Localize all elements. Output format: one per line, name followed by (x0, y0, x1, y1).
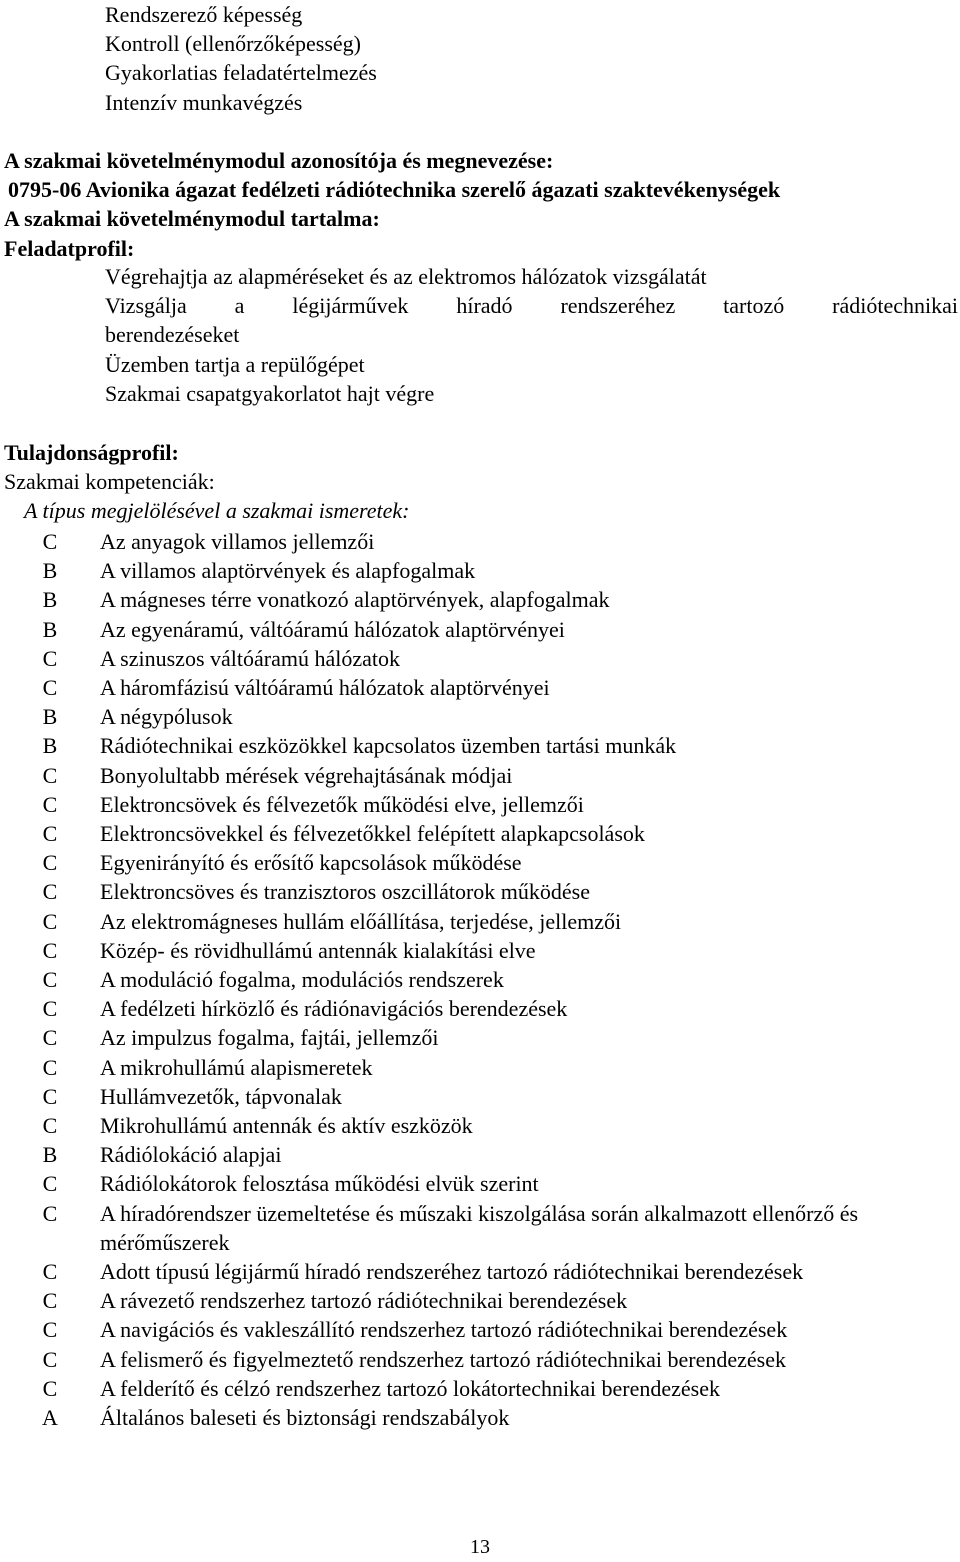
knowledge-row (0, 644, 960, 673)
knowledge-row (0, 673, 960, 702)
task-item: Szakmai csapatgyakorlatot hajt végre (105, 380, 435, 406)
knowledge-level: C (42, 996, 58, 1022)
knowledge-level: B (42, 1142, 58, 1168)
knowledge-text: A négypólusok (100, 704, 233, 730)
knowledge-level: C (42, 675, 58, 701)
knowledge-level: C (42, 1025, 58, 1051)
knowledge-text: A felderítő és célzó rendszerhez tartozó lokátortechnikai berendezések (100, 1375, 720, 1401)
task-item: Üzemben tartja a repülőgépet (105, 351, 365, 377)
knowledge-text: A moduláció fogalma, modulációs rendszerek (100, 967, 504, 993)
knowledge-text: A felismerő és figyelmeztető rendszerhez tartozó rádiótechnikai berendezések (100, 1346, 786, 1372)
knowledge-row (0, 1053, 960, 1082)
property-profile-heading: Tulajdonságprofil: (4, 440, 179, 465)
task-word: a (234, 293, 245, 319)
knowledge-row (0, 848, 960, 877)
knowledge-text: Rádiótechnikai eszközökkel kapcsolatos üzemben tartási munkák (100, 733, 677, 759)
property-profile-section (4, 438, 410, 526)
knowledge-level: C (42, 1288, 58, 1314)
knowledge-row (0, 1345, 960, 1374)
knowledge-level: C (42, 1375, 58, 1401)
knowledge-level: C (42, 937, 58, 963)
knowledge-text: A híradórendszer üzemeltetése és műszaki kiszolgálása során alkalmazott ellenőrző és mérőműszerek (100, 1200, 859, 1255)
knowledge-row (0, 1023, 960, 1052)
knowledge-row (0, 907, 960, 936)
knowledge-row (0, 1082, 960, 1111)
knowledge-level: B (42, 587, 58, 613)
knowledge-level: C (42, 1317, 58, 1343)
knowledge-row (0, 1374, 960, 1403)
module-id-value: 0795-06 Avionika ágazat fedélzeti rádiótechnika szerelő ágazati szaktevékenységek (8, 177, 781, 203)
knowledge-row (0, 1257, 960, 1286)
task-word: rádiótechnikai (832, 293, 958, 319)
abilities-list (105, 0, 377, 117)
knowledge-list (0, 527, 960, 1432)
knowledge-level: C (42, 645, 58, 671)
knowledge-level: C (42, 908, 58, 934)
ability-item: Intenzív munkavégzés (105, 89, 303, 115)
knowledge-row (0, 1403, 960, 1432)
knowledge-row (0, 877, 960, 906)
knowledge-text: A fedélzeti hírközlő és rádiónavigációs berendezések (100, 996, 568, 1022)
knowledge-row (0, 1169, 960, 1198)
task-word: rendszeréhez (560, 293, 676, 319)
task-item: Végrehajtja az alapméréseket és az elektromos hálózatok vizsgálatát (105, 264, 707, 289)
knowledge-level: C (42, 762, 58, 788)
module-content-heading: A szakmai követelménymodul tartalma: (4, 206, 380, 232)
knowledge-text: Általános baleseti és biztonsági rendszabályok (100, 1405, 510, 1431)
knowledge-level: C (42, 1054, 58, 1080)
knowledge-level: B (42, 616, 58, 642)
knowledge-text: A mágneses térre vonatkozó alaptörvények, alapfogalmak (100, 587, 610, 613)
knowledge-text: Az egyenáramú, váltóáramú hálózatok alaptörvényei (100, 616, 565, 642)
knowledge-row (0, 702, 960, 731)
knowledge-row (0, 936, 960, 965)
knowledge-text: A villamos alaptörvények és alapfogalmak (100, 558, 476, 584)
knowledge-level: C (42, 1346, 58, 1372)
task-profile-list (105, 262, 958, 408)
knowledge-row (0, 731, 960, 760)
knowledge-text: Hullámvezetők, tápvonalak (100, 1083, 342, 1109)
knowledge-row (0, 761, 960, 790)
task-profile-heading: Feladatprofil: (4, 235, 135, 261)
knowledge-text: Mikrohullámú antennák és aktív eszközök (100, 1113, 473, 1139)
knowledge-level: C (42, 821, 58, 847)
knowledge-level: C (42, 1083, 58, 1109)
knowledge-row (0, 527, 960, 556)
knowledge-text: Elektroncsövek és félvezetők működési elve, jellemzői (100, 791, 584, 817)
ability-item: Gyakorlatias feladatértelmezés (105, 60, 377, 86)
knowledge-text: Az impulzus fogalma, fajtái, jellemzői (100, 1025, 439, 1051)
knowledge-text: A mikrohullámú alapismeretek (100, 1054, 373, 1080)
knowledge-row (0, 1140, 960, 1169)
knowledge-row (0, 994, 960, 1023)
knowledge-level: C (42, 1259, 58, 1285)
task-item-continuation: berendezéseket (105, 322, 240, 348)
knowledge-level: B (42, 558, 58, 584)
knowledge-level: C (42, 967, 58, 993)
knowledge-row (0, 1286, 960, 1315)
knowledge-text: Rádiólokáció alapjai (100, 1142, 282, 1168)
knowledge-text: Adott típusú légijármű híradó rendszeréhez tartozó rádiótechnikai berendezések (100, 1259, 804, 1285)
knowledge-text: Az elektromágneses hullám előállítása, terjedése, jellemzői (100, 908, 622, 934)
knowledge-text: A rávezető rendszerhez tartozó rádiótechnikai berendezések (100, 1288, 628, 1314)
knowledge-text: Elektroncsövekkel és félvezetőkkel felépített alapkapcsolások (100, 821, 645, 847)
task-word: Vizsgálja (105, 293, 187, 319)
knowledge-level: C (42, 791, 58, 817)
competencies-label: Szakmai kompetenciák: (4, 469, 215, 495)
knowledge-row (0, 965, 960, 994)
knowledge-row (0, 556, 960, 585)
task-item (105, 291, 958, 320)
knowledge-text: A szinuszos váltóáramú hálózatok (100, 645, 400, 671)
knowledge-row (0, 1199, 960, 1257)
knowledge-row (0, 790, 960, 819)
knowledge-level: A (42, 1405, 58, 1431)
knowledge-row (0, 819, 960, 848)
ability-item: Kontroll (ellenőrzőképesség) (105, 31, 361, 57)
knowledge-row (0, 1111, 960, 1140)
knowledge-heading: A típus megjelölésével a szakmai ismeretek: (24, 498, 410, 524)
knowledge-text: Közép- és rövidhullámú antennák kialakítási elve (100, 937, 536, 963)
knowledge-level: B (42, 733, 58, 759)
task-word: légijárművek (292, 293, 409, 319)
task-word: híradó (456, 293, 513, 319)
knowledge-level: C (42, 1171, 58, 1197)
knowledge-text: A háromfázisú váltóáramú hálózatok alaptörvényei (100, 675, 550, 701)
task-word: tartozó (723, 293, 785, 319)
knowledge-level: C (42, 879, 58, 905)
page-number: 13 (470, 1536, 490, 1558)
knowledge-level: C (42, 850, 58, 876)
knowledge-row (0, 1315, 960, 1344)
knowledge-level: C (42, 1113, 58, 1139)
knowledge-text: Az anyagok villamos jellemzői (100, 529, 375, 554)
knowledge-level: C (42, 529, 58, 554)
module-id-heading: A szakmai követelménymodul azonosítója és megnevezése: (4, 148, 554, 173)
knowledge-level: C (42, 1200, 58, 1226)
knowledge-text: Rádiólokátorok felosztása működési elvük szerint (100, 1171, 539, 1197)
knowledge-text: A navigációs és vakleszállító rendszerhez tartozó rádiótechnikai berendezések (100, 1317, 788, 1343)
knowledge-row (0, 585, 960, 614)
module-section (4, 146, 954, 263)
knowledge-row (0, 615, 960, 644)
knowledge-text: Elektroncsöves és tranzisztoros oszcillátorok működése (100, 879, 590, 905)
ability-item: Rendszerező képesség (105, 2, 303, 27)
knowledge-level: B (42, 704, 58, 730)
knowledge-text: Bonyolultabb mérések végrehajtásának módjai (100, 762, 513, 788)
knowledge-text: Egyenirányító és erősítő kapcsolások működése (100, 850, 522, 876)
